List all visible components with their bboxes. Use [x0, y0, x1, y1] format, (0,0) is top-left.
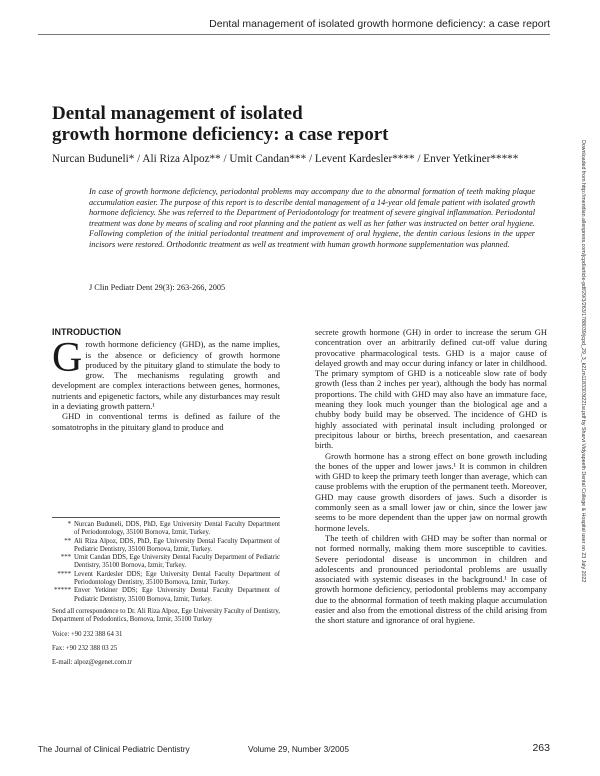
- affiliation-mark: ***: [60, 554, 71, 562]
- affiliation-text: Levent Kardesler DDS; Ege University Dental Faculty Department of Periodontology Dentistry, 35100 Bornova, Izmir, Turkey.: [74, 570, 280, 587]
- email-address[interactable]: E-mail: alpoz@egenet.com.tr: [52, 659, 133, 667]
- citation: J Clin Pediatr Dent 29(3): 263-266, 2005: [89, 283, 226, 292]
- affiliation-item: [52, 554, 280, 571]
- footer-journal: The Journal of Clinical Pediatric Dentistry: [38, 744, 190, 754]
- affiliation-item: [52, 587, 280, 604]
- title-line-1: Dental management of isolated: [52, 103, 303, 124]
- fax-number: Fax: +90 232 388 03 25: [52, 644, 118, 652]
- intro-paragraph-1: [52, 335, 280, 412]
- body-paragraph-2: Growth hormone has a strong effect on bone growth including the bones of the upper and lower jaws.¹ It is common in children with GHD to keep the primary teeth longer than average, which can cause problems with the eruption of the permanent teeth. Moreover, GHD may cause growth disorders of jaws. Such a disorder is commonly seen as a small lower jaw or chin, since the lower jaw seems to be more dependent than the upper jaw on normal growth hormone levels.: [315, 450, 547, 533]
- affiliation-mark: *****: [54, 587, 71, 595]
- affiliation-item: [52, 538, 280, 555]
- download-note: Downloaded from http://meridian.allenpress.com/jcpd/article-pdf/29/3/263/1788039/jcpd_29_3_k21m1183303t221w.pdf by Sharvi Vidyapeeth Dental College & Hospital user on 23 July 2022: [580, 140, 586, 583]
- voice-number: Voice: +90 232 388 64 31: [52, 630, 123, 638]
- affiliation-text: Nurcan Buduneli, DDS, PhD, Ege University Dental Faculty Department of Periodontology, 35100 Bornova, Izmir, Turkey.: [74, 521, 280, 537]
- affiliation-text: Umit Candan DDS, Ege University Dental Faculty Department of Pediatric Dentistry, 35100 Bornova, Izmir, Turkey.: [74, 554, 280, 570]
- page-number: 263: [532, 742, 550, 754]
- section-heading-introduction: INTRODUCTION: [52, 327, 121, 337]
- affiliation-mark: ****: [57, 570, 71, 578]
- affiliation-text: Ali Riza Alpoz, DDS, PhD, Ege University Dental Faculty Department of Pediatric Dentistry, 35100 Bornova, Izmir, Turkey.: [74, 537, 280, 553]
- affiliation-text: Enver Yetkiner DDS; Ege University Dental Faculty Department of Pediatric Dentistry, 35100 Bornova, Izmir, Turkey.: [74, 587, 280, 603]
- title-line-2: growth hormone deficiency: a case report: [52, 124, 389, 145]
- running-title: Dental management of isolated growth hormone deficiency: a case report: [209, 18, 550, 30]
- left-column: [52, 327, 280, 432]
- article-title: [52, 103, 532, 145]
- body-paragraph-1: secrete growth hormone (GH) in order to increase the serum GH concentration over an arbitrarily defined cut-off value during provocative pharmacological tests. GHD is a major cause of delayed growth and may occur during infancy or later in childhood. The primary symptom of GHD is a noticeable slow rate of body growth (less than 2 inches per year), although the body has normal proportions. The child with GHD may also have an immature face, meaning they look much younger than the biological age and a chubby body build may be observed. The incidence of GHD is highly associated with perinatal insult including prolonged or precipitous labour or births, breech presentation, and caesarean birth.: [315, 327, 547, 451]
- author-list: Nurcan Buduneli* / Ali Riza Alpoz** / Umit Candan*** / Levent Kardesler**** / Enver Yetkiner*****: [52, 153, 519, 165]
- abstract: In case of growth hormone deficiency, periodontal problems may accompany due to the abnormal formation of teeth making plaque accumulation easier. The purpose of this report is to describe dental management of a 14-year old female patient with isolated growth hormone deficiency. She was referred to the Department of Periodontology for treatment of severe gingival inflammation. Periodontal treatment was done by means of scaling and root planning and the patient as well as her father was instructed on better oral hygiene. Following completion of the initial periodontal treatment and improvement of oral hygiene, the dentin carious lesions in the upper incisors were restored. Orthodontic treatment as well as treatment with human growth hormone supplementation was planned.: [89, 187, 535, 249]
- correspondence: Send all correspondence to Dr. Ali Riza Alpoz, Ege University Faculty of Dentistry, Department of Pedodontics, Bornova, Izmir, 35100 Turkey: [52, 607, 280, 624]
- affiliation-mark: **: [64, 537, 71, 545]
- body-paragraph-3: The teeth of children with GHD may be softer than normal or not formed normally, making them more susceptible to cavities. Severe periodontal disease is uncommon in children and adolescents and pronounced periodontal problems are usually associated with systemic diseases in the background.¹ In case of growth hormone deficiency, periodontal problems may accompany due to the abnormal formation of teeth making plaque accumulation easier and also from the emotional distress of the child arising from the short stature and ignorance of oral hygiene.: [315, 532, 547, 626]
- drop-cap: G: [52, 335, 83, 382]
- affiliations-block: [52, 517, 280, 667]
- intro-paragraph-1-text: rowth hormone deficiency (GHD), as the name implies, is the absence or deficiency of growth hormone produced by the pituitary gland to stimulate the body to grow. The mechanisms regulating growth and development are complex interactions between genes, hormones, nutrients and epigenetic factors, while any disturbances may result in a deviating growth pattern.¹: [52, 339, 280, 412]
- affiliation-item: [52, 571, 280, 588]
- affiliation-item: [52, 521, 280, 538]
- running-head: [38, 18, 550, 35]
- footer-volume: Volume 29, Number 3/2005: [248, 744, 350, 754]
- right-column: [315, 327, 547, 626]
- intro-paragraph-2: GHD in conventional terms is defined as failure of the somatotrophs in the pituitary gland to produce and: [52, 411, 280, 432]
- affiliation-mark: *: [67, 521, 71, 528]
